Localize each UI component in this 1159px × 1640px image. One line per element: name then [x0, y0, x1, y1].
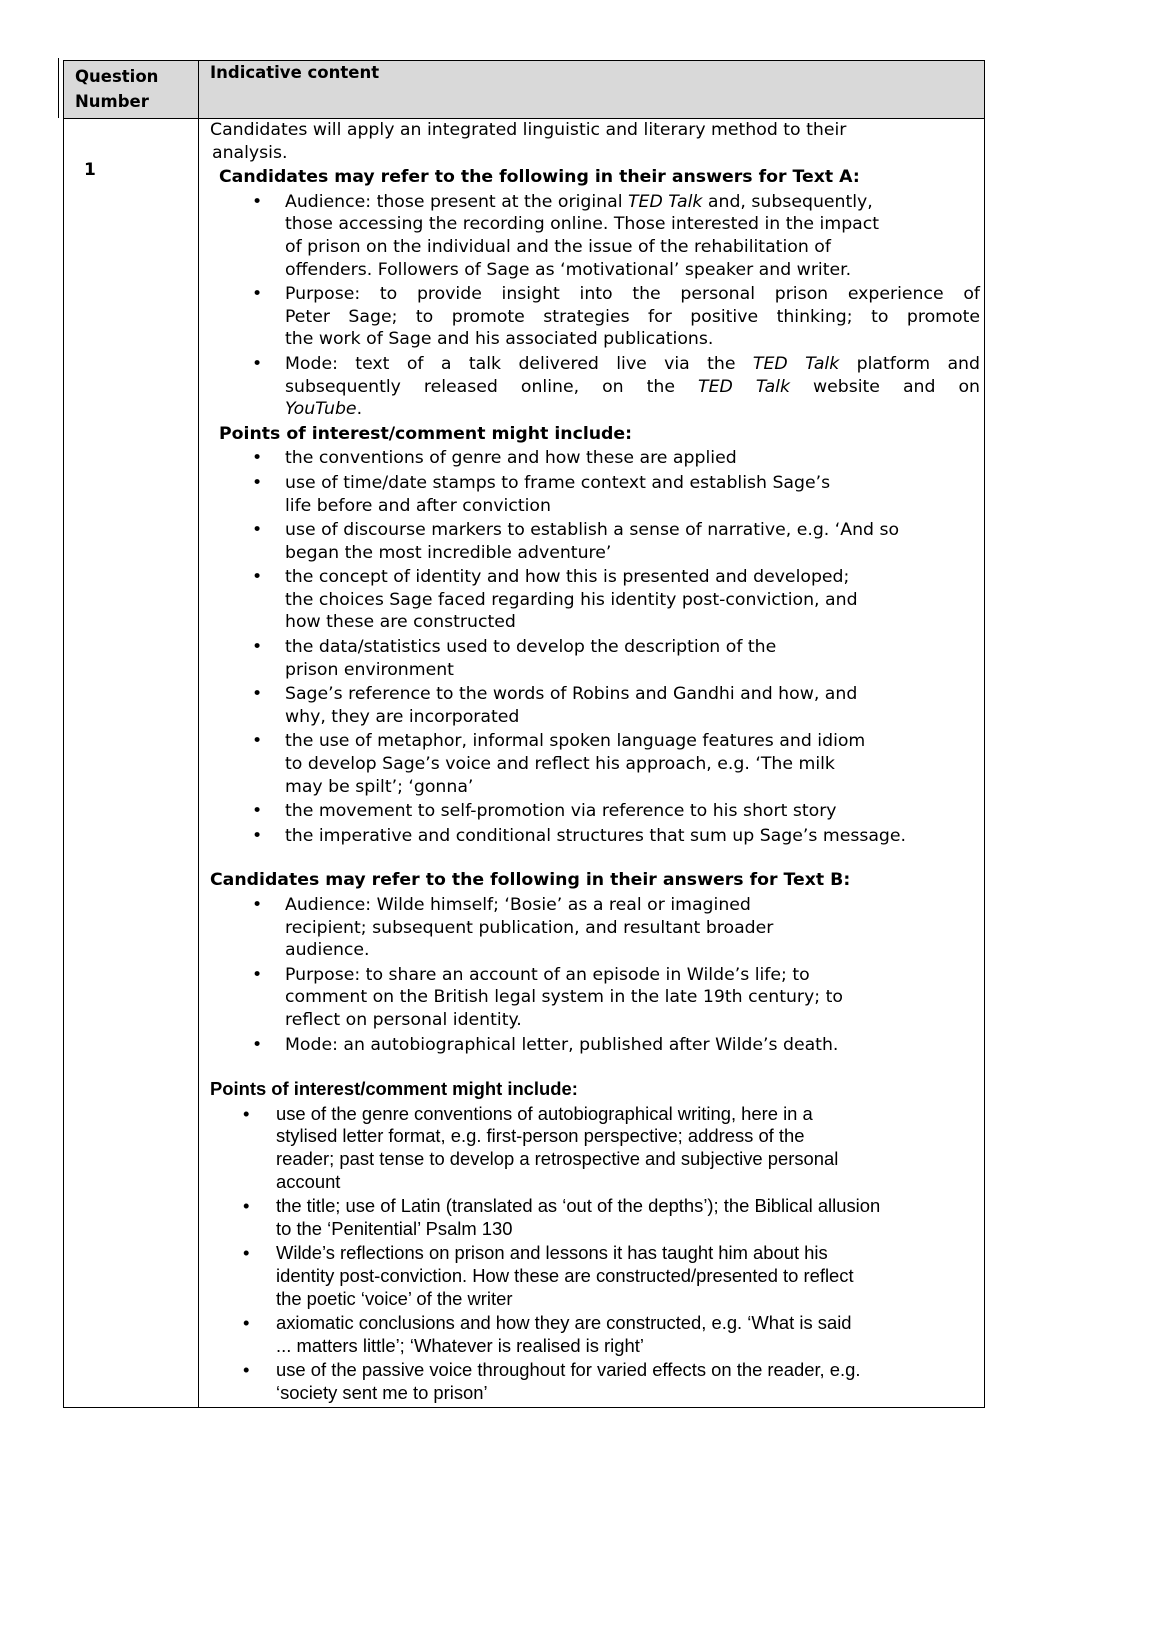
bullet-icon: •: [252, 448, 263, 469]
bullet-icon: •: [252, 895, 263, 915]
text-run: the choices Sage faced regarding his identity post-conviction, and: [285, 589, 858, 610]
bold-text: Points of interest/comment might include: [210, 1078, 572, 1100]
intro: [210, 119, 980, 164]
text-run: the poetic ‘voice’ of the writer: [276, 1287, 513, 1309]
bullet-icon: •: [252, 684, 263, 705]
bullet-item: [210, 1103, 980, 1193]
bullet-line: [285, 659, 980, 682]
bullet-item: [210, 472, 980, 517]
intro-line: analysis.: [212, 142, 288, 163]
section-heading: [210, 423, 980, 446]
text-run: Purpose: to provide insight into the personal prison experience of: [285, 284, 980, 305]
bullet-icon: •: [252, 353, 263, 374]
text-run: prison environment: [285, 659, 454, 680]
bullet-line: [276, 1312, 980, 1335]
text-run: Audience: those present at the original: [285, 191, 628, 212]
bullet-line: [285, 213, 980, 236]
bullet-line: [276, 1218, 980, 1241]
text-run: of prison on the individual and the issue of the rehabilitation of: [285, 236, 831, 257]
bullet-item: [210, 800, 980, 823]
bullet-item: [210, 353, 980, 421]
question-number-header: [75, 64, 158, 114]
text-run: reflect on personal identity.: [285, 1009, 522, 1030]
bullet-line: [285, 894, 980, 917]
bullet-line: [285, 542, 980, 565]
text-run: the data/statistics used to develop the description of the: [285, 637, 777, 658]
text-run: the title; use of Latin (translated as ‘out of the depths’); the Biblical allusion: [276, 1195, 881, 1217]
text-run: Wilde’s reflections on prison and lessons it has taught him about his: [276, 1242, 828, 1264]
text-run: may be spilt’; ‘gonna’: [285, 776, 474, 797]
bullet-line: [285, 964, 980, 987]
text-run: Mode: text of a talk delivered live via the: [285, 353, 753, 374]
text-run: recipient; subsequent publication, and resultant broader: [285, 917, 774, 938]
italic-text: TED Talk: [628, 191, 703, 212]
text-run: began the most incredible adventure’: [285, 542, 612, 563]
text-run: platform and: [839, 353, 980, 374]
bullet-line: [285, 825, 980, 848]
text-run: use of discourse markers to establish a sense of narrative, e.g. ‘And so: [285, 520, 900, 541]
header-text: Question: [75, 67, 159, 86]
text-run: website and on: [789, 376, 980, 397]
bullet-icon: •: [252, 191, 263, 212]
bullet-line: [276, 1148, 980, 1171]
bullet-icon: •: [252, 520, 263, 541]
italic-text: TED Talk: [752, 353, 840, 374]
bullet-line: [285, 917, 980, 940]
bullet-line: [285, 259, 980, 282]
text-run: Audience: Wilde himself; ‘Bosie’ as a real or imagined: [285, 895, 751, 915]
text-run: and, subsequently,: [702, 191, 873, 212]
bullet-line: [285, 447, 980, 470]
text-run: use of the passive voice throughout for varied effects on the reader, e.g.: [276, 1359, 861, 1381]
bullet-line: [285, 1034, 980, 1057]
section-heading: [210, 869, 980, 892]
indicative-content-header: Indicative content: [210, 63, 380, 82]
text-run: stylised letter format, e.g. first-person perspective; address of the: [276, 1125, 805, 1147]
text-run: the movement to self-promotion via reference to his short story: [285, 801, 837, 822]
bullet-icon: •: [252, 964, 263, 985]
bullet-line: [276, 1382, 980, 1405]
content-section: [210, 1078, 980, 1404]
bullet-line: [276, 1359, 980, 1382]
bullet-item: [210, 283, 980, 351]
bullet-line: [285, 706, 980, 729]
text-run: axiomatic conclusions and how they are constructed, e.g. ‘What is said: [276, 1312, 852, 1334]
bullet-icon: •: [252, 472, 263, 493]
bullet-item: [210, 1242, 980, 1310]
bullet-line: [285, 376, 980, 399]
bullet-line: [276, 1265, 980, 1288]
section-heading: [210, 1078, 980, 1101]
question-number: 1: [84, 160, 96, 180]
bullet-line: [285, 353, 980, 376]
bullet-icon: •: [252, 284, 263, 305]
text-run: life before and after conviction: [285, 495, 551, 516]
bullet-icon: •: [243, 1359, 250, 1381]
bullet-icon: •: [252, 801, 263, 822]
text-run: Sage’s reference to the words of Robins and Gandhi and how, and: [285, 684, 858, 705]
bullet-line: [276, 1171, 980, 1194]
header-text: Number: [75, 92, 149, 111]
text-run: use of time/date stamps to frame context and establish Sage’s: [285, 472, 831, 493]
text-run: the concept of identity and how this is presented and developed;: [285, 567, 850, 588]
bullet-line: [276, 1242, 980, 1265]
intro-line: Candidates will apply an integrated linguistic and literary method to their: [210, 120, 847, 140]
bullet-icon: •: [243, 1312, 250, 1334]
bullet-item: [210, 1195, 980, 1240]
text-run: why, they are incorporated: [285, 706, 520, 727]
text-run: comment on the British legal system in the late 19th century; to: [285, 987, 843, 1008]
text-run: the work of Sage and his associated publications.: [285, 329, 714, 350]
bullet-line: [285, 986, 980, 1009]
bullet-line: [285, 636, 980, 659]
text-run: Purpose: to share an account of an episode in Wilde’s life; to: [285, 964, 810, 985]
text-run: to develop Sage’s voice and reflect his approach, e.g. ‘The milk: [285, 754, 835, 775]
bullet-line: [285, 398, 980, 421]
text-run: audience.: [285, 940, 370, 961]
text-run: the use of metaphor, informal spoken language features and idiom: [285, 731, 866, 752]
bullet-item: [210, 730, 980, 798]
bullet-line: [285, 191, 980, 214]
bullet-line: [285, 589, 980, 612]
section-heading: [210, 166, 980, 189]
header-double-border: [58, 58, 59, 118]
bullet-line: [285, 611, 980, 634]
bullet-item: [210, 1312, 980, 1357]
bullet-line: [276, 1125, 980, 1148]
bullet-line: [285, 800, 980, 823]
bullet-item: [210, 1034, 980, 1057]
text-run: the imperative and conditional structures that sum up Sage’s message.: [285, 825, 907, 846]
content-section: [210, 423, 980, 848]
bullet-line: [285, 753, 980, 776]
bullet-item: [210, 447, 980, 470]
text-run: those accessing the recording online. Those interested in the impact: [285, 214, 880, 235]
bold-text: Points of interest/comment might include:: [219, 423, 633, 444]
bullet-line: [285, 566, 980, 589]
bullet-item: [210, 191, 980, 281]
bullet-icon: •: [243, 1102, 250, 1124]
bullet-icon: •: [243, 1195, 250, 1217]
text-run: subsequently released online, on the: [285, 376, 699, 397]
bullet-icon: •: [252, 1034, 263, 1055]
bullet-line: [285, 683, 980, 706]
bullet-item: [210, 636, 980, 681]
bullet-line: [276, 1195, 980, 1218]
bullet-line: [285, 495, 980, 518]
bullet-line: [285, 730, 980, 753]
text-run: :: [571, 1078, 578, 1100]
text-run: offenders. Followers of Sage as ‘motivational’ speaker and writer.: [285, 259, 852, 280]
text-run: to the ‘Penitential’ Psalm 130: [276, 1217, 513, 1239]
bullet-line: [285, 1009, 980, 1032]
bold-text: Candidates may refer to the following in their answers for Text A:: [219, 167, 860, 188]
bullet-icon: •: [243, 1242, 250, 1264]
bullet-item: [210, 519, 980, 564]
bullet-line: [276, 1103, 980, 1126]
bullet-item: [210, 1359, 980, 1404]
bold-text: Candidates may refer to the following in their answers for Text B:: [210, 870, 851, 891]
bullet-line: [285, 472, 980, 495]
text-run: account: [276, 1170, 341, 1192]
bullet-line: [285, 283, 980, 306]
italic-text: YouTube: [285, 399, 357, 420]
bullet-line: [285, 939, 980, 962]
bullet-icon: •: [252, 567, 263, 588]
text-run: ... matters little’; ‘Whatever is realised is right’: [276, 1334, 644, 1356]
text-run: .: [356, 399, 363, 420]
content-section: [210, 869, 980, 1056]
column-divider: [198, 61, 199, 1407]
bullet-line: [285, 519, 980, 542]
table-header-row: [64, 61, 984, 119]
indicative-content: [210, 119, 980, 1404]
text-run: Peter Sage; to promote strategies for positive thinking; to promote: [285, 306, 980, 327]
bullet-line: [276, 1288, 980, 1311]
text-run: the conventions of genre and how these are applied: [285, 448, 737, 469]
text-run: Mode: an autobiographical letter, published after Wilde’s death.: [285, 1034, 839, 1055]
content-section: [210, 166, 980, 421]
bullet-line: [285, 776, 980, 799]
bullet-item: [210, 566, 980, 634]
bullet-line: [285, 236, 980, 259]
bullet-line: [285, 328, 980, 351]
text-run: how these are constructed: [285, 612, 516, 633]
bullet-icon: •: [252, 637, 263, 658]
bullet-icon: •: [252, 825, 263, 846]
bullet-item: [210, 964, 980, 1032]
text-run: reader; past tense to develop a retrospective and subjective personal: [276, 1147, 839, 1169]
bullet-icon: •: [252, 731, 263, 752]
italic-text: TED Talk: [698, 376, 790, 397]
bullet-line: [285, 306, 980, 329]
bullet-item: [210, 825, 980, 848]
text-run: use of the genre conventions of autobiographical writing, here in a: [276, 1102, 813, 1124]
text-run: identity post-conviction. How these are constructed/presented to reflect: [276, 1264, 854, 1286]
bullet-item: [210, 683, 980, 728]
bullet-line: [276, 1335, 980, 1358]
bullet-item: [210, 894, 980, 962]
text-run: ‘society sent me to prison’: [276, 1381, 488, 1403]
